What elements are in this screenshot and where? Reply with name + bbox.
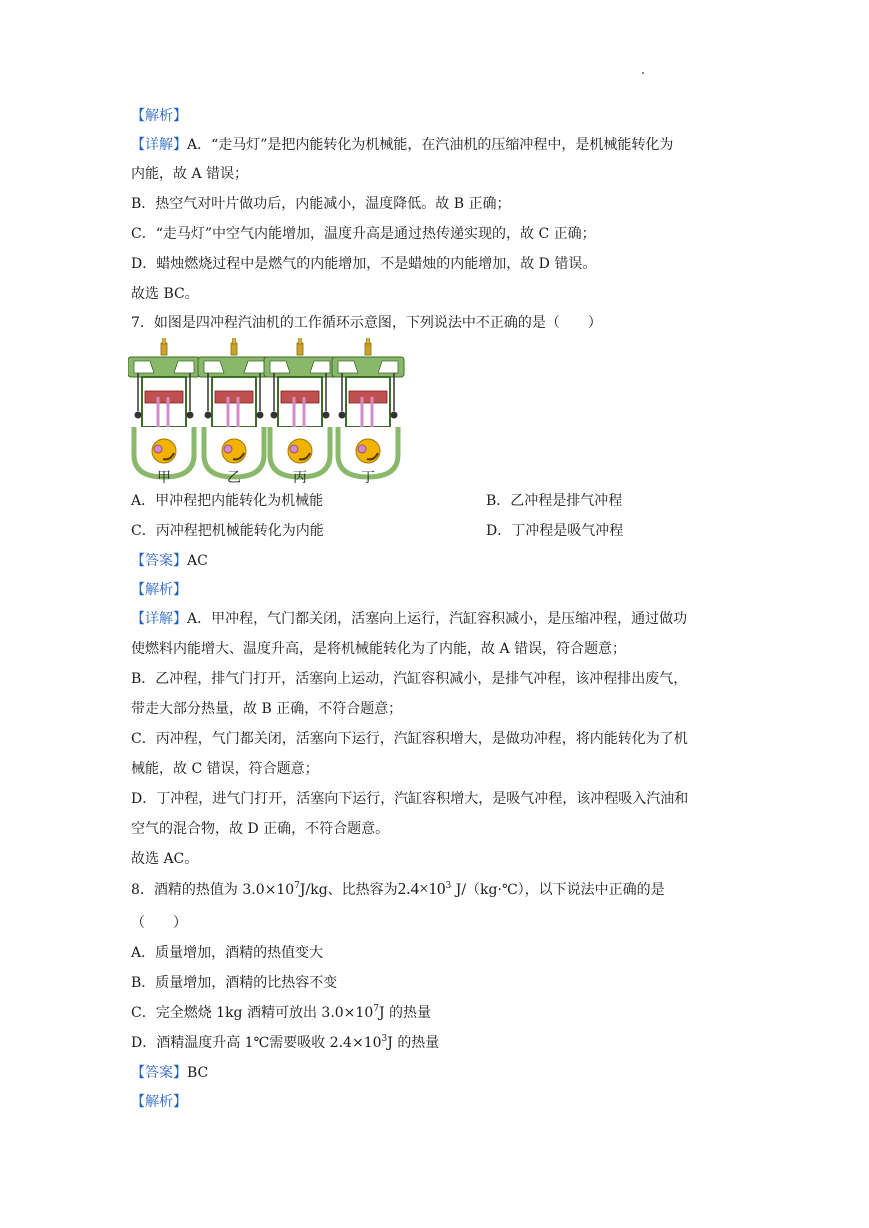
q8-option-d: D．酒精温度升高 1℃需要吸收 $2.4\times 10^3J$ 的热量: [131, 1034, 440, 1051]
engine-cycle-figure: [128, 338, 408, 488]
q7-analysis-tag: 【解析】: [131, 582, 187, 598]
q6-choose: 故选 BC。: [131, 286, 199, 302]
q7-option-d: D．丁冲程是吸气冲程: [486, 523, 624, 539]
q7-choose: 故选 AC。: [131, 851, 199, 867]
q7-option-c: C．丙冲程把机械能转化为内能: [131, 523, 324, 539]
q8-option-b: B．质量增加，酒精的比热容不变: [131, 975, 338, 991]
q6-detail-tag: 【详解】: [131, 137, 187, 153]
q7-detail-c-1: C．丙冲程，气门都关闭，活塞向下运行，汽缸容积增大，是做功冲程，将内能转化为了机: [131, 731, 688, 747]
q6-detail-line-1: 【详解】A．“走马灯”是把内能转化为机械能，在汽油机的压缩冲程中，是机械能转化为: [131, 137, 674, 153]
q6-detail-b: B．热空气对叶片做功后，内能减小，温度降低。故 B 正确；: [131, 196, 511, 212]
q7-option-b: B．乙冲程是排气冲程: [486, 493, 623, 509]
engine-stroke-yi: [198, 338, 270, 477]
q7-detail-d-2: 空气的混合物，故 D 正确，不符合题意。: [131, 821, 390, 837]
q6-detail-line-2: 内能，故 A 错误；: [131, 166, 249, 182]
q7-detail-b-2: 带走大部分热量，故 B 正确，不符合题意；: [131, 701, 403, 717]
q8-specific-heat-value: 2.4×10: [397, 879, 446, 898]
header-dot: [642, 72, 644, 74]
q7-answer: 【答案】AC: [131, 553, 208, 569]
q7-answer-tag: 【答案】: [131, 553, 187, 569]
q7-detail-d-1: D．丁冲程，进气门打开，活塞向下运行，汽缸容积增大，是吸气冲程，该冲程吸入汽油和: [131, 791, 689, 807]
q7-option-a: A．甲冲程把内能转化为机械能: [131, 493, 324, 509]
q7-detail-c-2: 械能，故 C 错误，符合题意；: [131, 761, 319, 777]
q6-analysis-tag: 【解析】: [131, 108, 187, 124]
label-ding: 丁: [361, 470, 375, 486]
q6-detail-c: C．“走马灯”中空气内能增加，温度升高是通过热传递实现的，故 C 正确；: [131, 226, 596, 242]
q8-stem: 8．酒精的热值为 $3.0\times 10^7J/kg$、比热容为$2.4\times 10^3$ J/（kg·℃），以下说法中正确的是: [131, 879, 665, 898]
q7-detail-a-1: 【详解】A．甲冲程，气门都关闭，活塞向上运行，汽缸容积减小，是压缩冲程，通过做功: [131, 611, 688, 627]
label-bing: 丙: [293, 470, 307, 486]
q7-detail-tag: 【详解】: [131, 611, 187, 627]
q8-blank: （ ）: [131, 915, 187, 931]
q7-stem: 7．如图是四冲程汽油机的工作循环示意图，下列说法中不正确的是（ ）: [131, 315, 602, 331]
engine-stroke-bing: [264, 338, 336, 477]
q8-option-c: C．完全燃烧 1kg 酒精可放出 $3.0\times 10^7J$ 的热量: [131, 1004, 432, 1021]
q8-analysis-tag: 【解析】: [131, 1094, 187, 1110]
q8-option-a: A．质量增加，酒精的热值变大: [131, 945, 324, 961]
q7-detail-b-1: B．乙冲程，排气门打开，活塞向上运动，汽缸容积减小，是排气冲程，该冲程排出废气，: [131, 671, 688, 687]
engine-stroke-ding: [332, 338, 404, 477]
engine-stroke-jia: [128, 338, 200, 477]
q6-detail-d: D．蜡烛燃烧过程中是燃气的内能增加，不是蜡烛的内能增加，故 D 错误。: [131, 256, 597, 272]
q8-answer: 【答案】BC: [131, 1065, 209, 1081]
q8-answer-tag: 【答案】: [131, 1065, 187, 1081]
label-jia: 甲: [157, 470, 171, 486]
label-yi: 乙: [227, 470, 241, 486]
q7-detail-a-2: 使燃料内能增大、温度升高，是将机械能转化为了内能，故 A 错误，符合题意；: [131, 641, 627, 657]
